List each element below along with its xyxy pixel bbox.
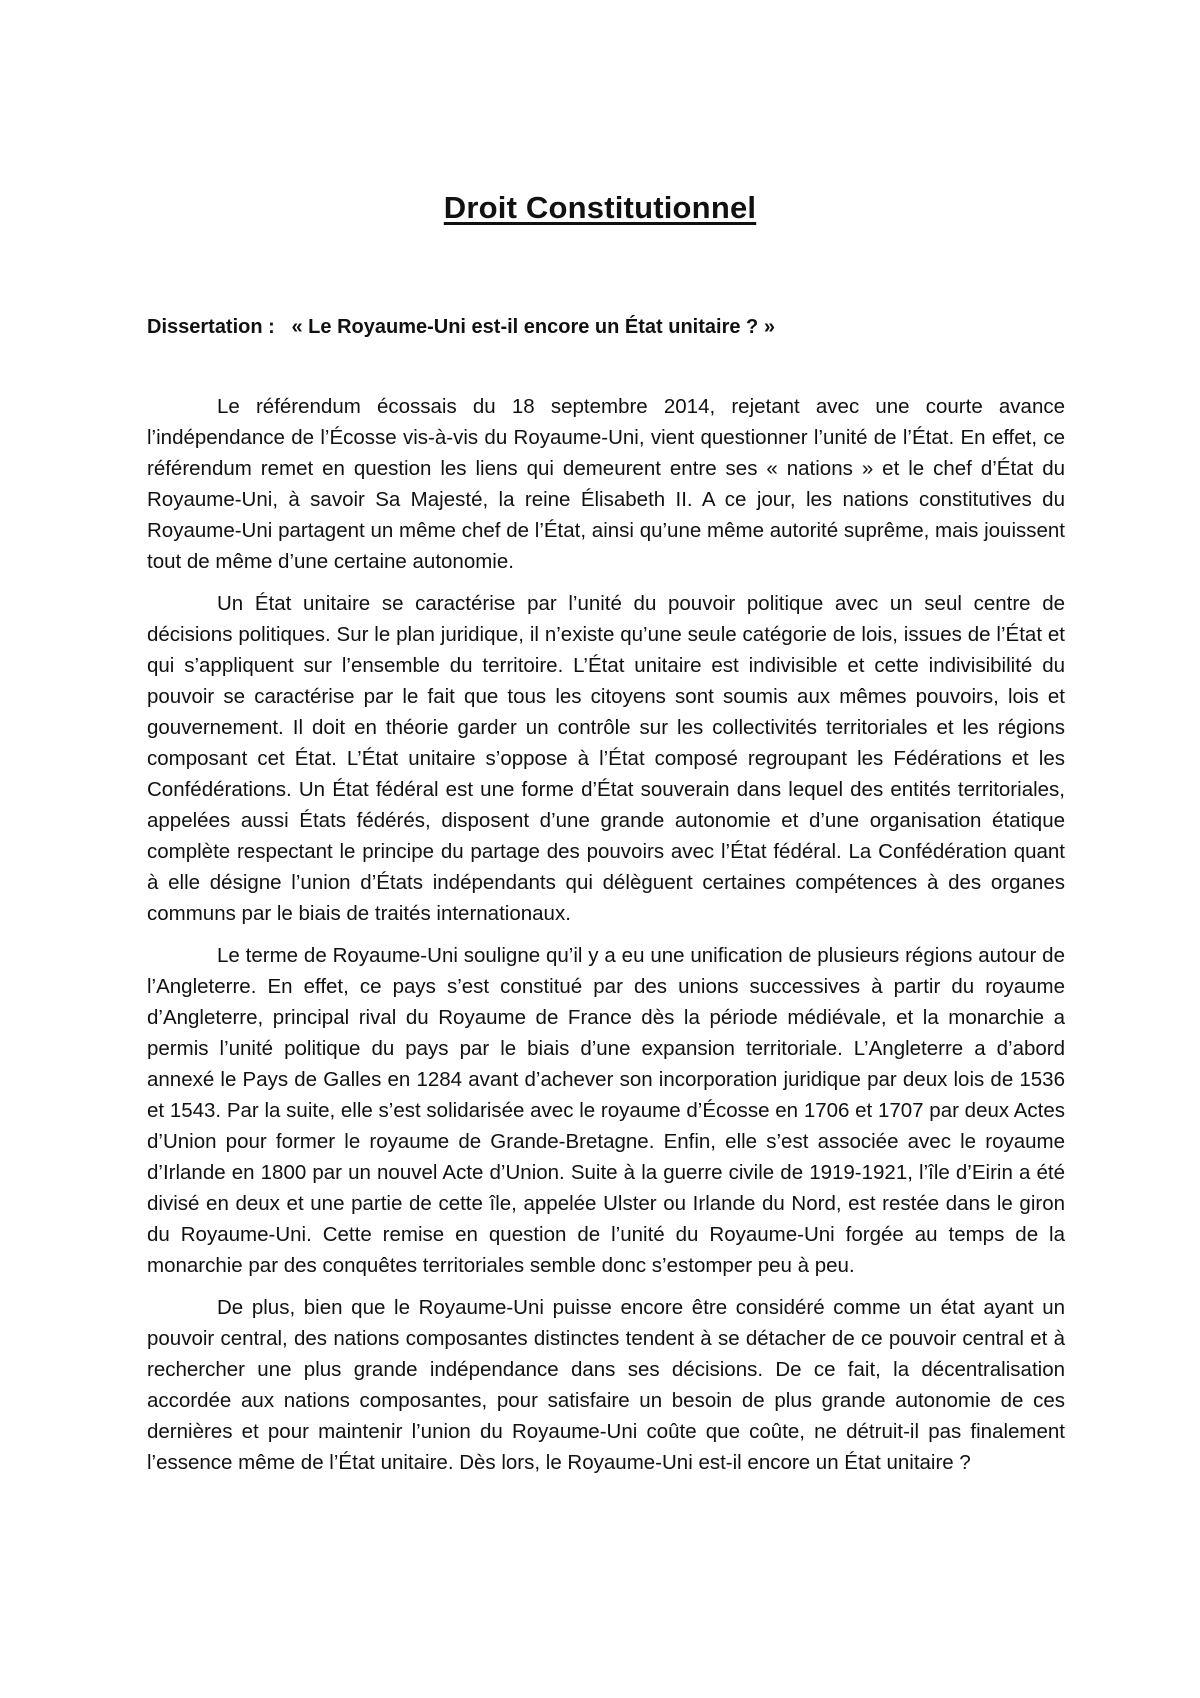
subject-text: « Le Royaume-Uni est-il encore un État unitaire ? » [291,316,775,338]
dissertation-subject [147,316,1067,339]
paragraph-definition: Un État unitaire se caractérise par l’unité du pouvoir politique avec un seul centre de décisions politiques. Sur le plan juridique, il n’existe qu’une seule catégorie de lois, issues de l’État et qui s’appliquent sur l’ensemble du territoire. L’État unitaire est indivisible et cette indivisibilité du pouvoir se caractérise par le fait que tous les citoyens sont soumis aux mêmes pouvoirs, lois et gouvernement. Il doit en théorie garder un contrôle sur les collectivités territoriales et les régions composant cet État. L’État unitaire s’oppose à l’État composé regroupant les Fédérations et les Confédérations. Un État fédéral est une forme d’État souverain dans lequel des entités territoriales, appelées aussi États fédérés, disposent d’une grande autonomie et d’une organisation étatique complète respectant le principe du partage des pouvoirs avec l’État fédéral. La Confédération quant à elle désigne l’union d’États indépendants qui délèguent certaines compétences à des organes communs par le biais de traités internationaux. [147,592,1065,925]
document-body [147,391,1065,1489]
paragraph-introduction: Le référendum écossais du 18 septembre 2014, rejetant avec une courte avance l’indépendance de l’Écosse vis-à-vis du Royaume-Uni, vient questionner l’unité de l’État. En effet, ce référendum remet en question les liens qui demeurent entre ses « nations » et le chef d’État du Royaume-Uni, à savoir Sa Majesté, la reine Élisabeth II. A ce jour, les nations constitutives du Royaume-Uni partagent un même chef de l’État, ainsi qu’une même autorité suprême, mais jouissent tout de même d’une certaine autonomie. [147,395,1065,573]
paragraph-problematic: De plus, bien que le Royaume-Uni puisse encore être considéré comme un état ayant un pouvoir central, des nations composantes distinctes tendent à se détacher de ce pouvoir central et à rechercher une plus grande indépendance dans ses décisions. De ce fait, la décentralisation accordée aux nations composantes, pour satisfaire un besoin de plus grande autonomie de ces dernières et pour maintenir l’union du Royaume-Uni coûte que coûte, ne détruit-il pas finalement l’essence même de l’État unitaire. Dès lors, le Royaume-Uni est-il encore un État unitaire ? [147,1296,1065,1474]
page-title: Droit Constitutionnel [443,190,757,225]
subject-label: Dissertation : [147,316,275,338]
paragraph-history: Le terme de Royaume-Uni souligne qu’il y a eu une unification de plusieurs régions autour de l’Angleterre. En effet, ce pays s’est constitué par des unions successives à partir du royaume d’Angleterre, principal rival du Royaume de France dès la période médiévale, et la monarchie a permis l’unité politique du pays par le biais d’une expansion territoriale. L’Angleterre a d’abord annexé le Pays de Galles en 1284 avant d’achever son incorporation juridique par deux lois de 1536 et 1543. Par la suite, elle s’est solidarisée avec le royaume d’Écosse en 1706 et 1707 par deux Actes d’Union pour former le royaume de Grande-Bretagne. Enfin, elle s’est associée avec le royaume d’Irlande en 1800 par un nouvel Acte d’Union. Suite à la guerre civile de 1919-1921, l’île d’Eirin a été divisé en deux et une partie de cette île, appelée Ulster ou Irlande du Nord, est restée dans le giron du Royaume-Uni. Cette remise en question de l’unité du Royaume-Uni forgée au temps de la monarchie par des conquêtes territoriales semble donc s’estomper peu à peu. [147,944,1065,1277]
